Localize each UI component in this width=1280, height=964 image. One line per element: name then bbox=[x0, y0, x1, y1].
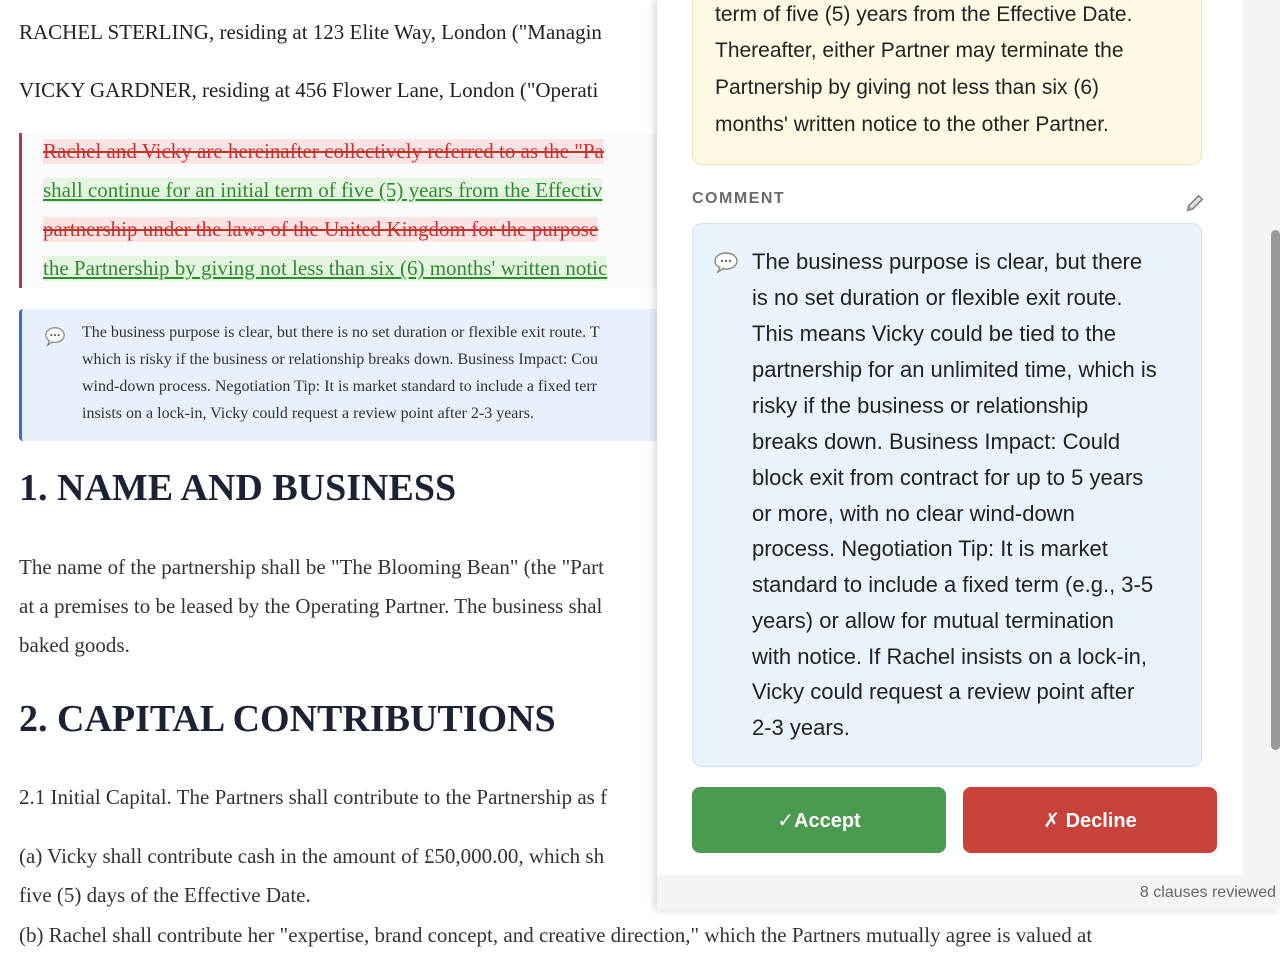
pencil-icon[interactable] bbox=[1184, 192, 1206, 214]
inline-comment[interactable] bbox=[19, 309, 722, 441]
comment-line: standard to include a fixed term (e.g., 3-5 bbox=[752, 572, 1154, 597]
comment-line: breaks down. Business Impact: Could bbox=[752, 429, 1121, 454]
inline-comment-line: which is risky if the business or relationship breaks down. Business Impact: Cou bbox=[82, 351, 598, 368]
decline-button[interactable]: ✗ Decline bbox=[963, 787, 1217, 853]
section-text: The name of the partnership shall be "The Blooming Bean" (the "Part bbox=[19, 555, 604, 579]
comment-label: COMMENT bbox=[692, 190, 786, 207]
section-heading-capital: 2. CAPITAL CONTRIBUTIONS bbox=[19, 698, 556, 740]
comment-line: is no set duration or flexible exit route. bbox=[752, 285, 1123, 310]
accept-button[interactable]: ✓Accept bbox=[692, 787, 946, 853]
section-text: baked goods. bbox=[19, 633, 130, 657]
comment-line: risky if the business or relationship bbox=[752, 393, 1089, 418]
comment-line: or more, with no clear wind-down bbox=[752, 501, 1075, 526]
review-panel bbox=[657, 0, 1280, 910]
comment-line: The business purpose is clear, but there bbox=[752, 249, 1143, 274]
inline-comment-line: wind-down process. Negotiation Tip: It is market standard to include a fixed terr bbox=[82, 378, 598, 395]
comment-line: partnership for an unlimited time, which is bbox=[752, 357, 1157, 382]
panel-scrollbar[interactable] bbox=[1271, 230, 1280, 750]
clause-line: term of five (5) years from the Effective Date. bbox=[715, 3, 1133, 26]
comment-line: with notice. If Rachel insists on a lock-in, bbox=[752, 644, 1147, 669]
clause-line: Thereafter, either Partner may terminate the bbox=[715, 39, 1124, 62]
comment-line: years) or allow for mutual termination bbox=[752, 608, 1114, 633]
review-panel-body bbox=[657, 0, 1242, 875]
comment-box bbox=[692, 223, 1202, 767]
review-status: 8 clauses reviewed bbox=[1139, 884, 1276, 901]
clause-preview bbox=[692, 0, 1202, 165]
comment-line: Vicky could request a review point after bbox=[752, 679, 1135, 704]
comment-line: process. Negotiation Tip: It is market bbox=[752, 536, 1108, 561]
comment-line: 2-3 years. bbox=[752, 715, 850, 740]
section-heading-name-business: 1. NAME AND BUSINESS bbox=[19, 467, 457, 509]
clause-line: months' written notice to the other Partner. bbox=[715, 113, 1109, 136]
party-line-vicky: VICKY GARDNER, residing at 456 Flower Lane, London ("Operati bbox=[19, 78, 599, 102]
comment-line: block exit from contract for up to 5 years bbox=[752, 465, 1144, 490]
clause-line: Partnership by giving not less than six (6) bbox=[715, 76, 1100, 99]
inserted-text: shall continue for an initial term of five (5) years from the Effectiv bbox=[43, 178, 603, 202]
section-text: (a) Vicky shall contribute cash in the amount of £50,000.00, which sh bbox=[19, 844, 605, 868]
speech-bubble-icon bbox=[44, 325, 66, 347]
party-line-rachel: RACHEL STERLING, residing at 123 Elite Way, London ("Managin bbox=[19, 20, 602, 44]
inline-comment-line: insists on a lock-in, Vicky could request a review point after 2-3 years. bbox=[82, 405, 534, 422]
speech-bubble-icon bbox=[713, 250, 739, 274]
inserted-text: the Partnership by giving not less than six (6) months' written notic bbox=[43, 256, 608, 280]
section-text: at a premises to be leased by the Operating Partner. The business shal bbox=[19, 594, 603, 618]
section-text: (b) Rachel shall contribute her "expertise, brand concept, and creative direction," which the Partners mutually agree is valued at bbox=[19, 923, 1093, 947]
deleted-text: Rachel and Vicky are hereinafter collectively referred to as the "Pa bbox=[43, 139, 604, 163]
comment-line: This means Vicky could be tied to the bbox=[752, 321, 1117, 346]
redline-block[interactable] bbox=[19, 133, 722, 288]
section-text: 2.1 Initial Capital. The Partners shall contribute to the Partnership as f bbox=[19, 785, 608, 809]
inline-comment-line: The business purpose is clear, but there is no set duration or flexible exit route. T bbox=[82, 324, 600, 341]
section-text: five (5) days of the Effective Date. bbox=[19, 883, 311, 907]
deleted-text: partnership under the laws of the United Kingdom for the purpose bbox=[43, 217, 599, 241]
